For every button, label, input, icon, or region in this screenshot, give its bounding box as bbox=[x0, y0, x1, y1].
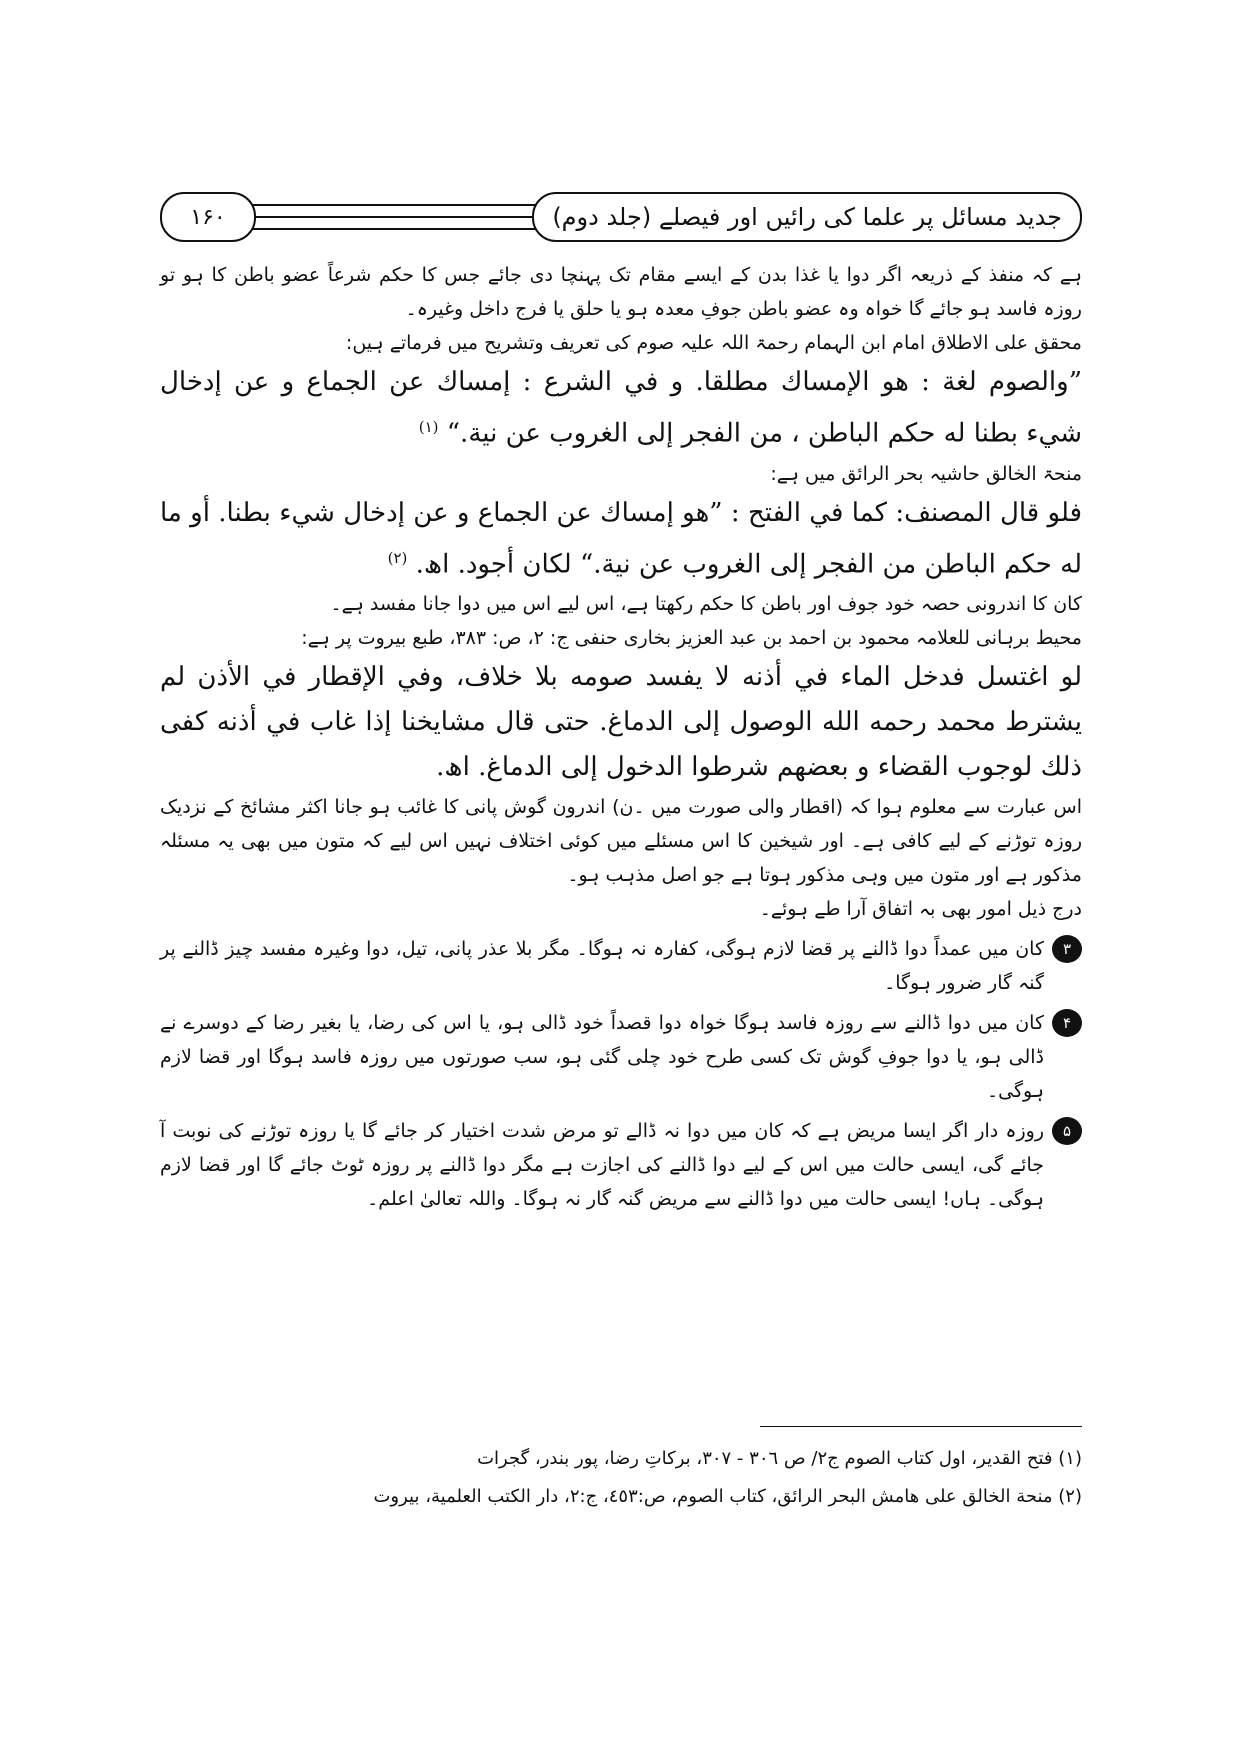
paragraph: منحۃ الخالق حاشیہ بحر الرائق میں ہے: bbox=[770, 462, 1082, 485]
footnotes bbox=[300, 1440, 1082, 1516]
page-body bbox=[160, 258, 1082, 1216]
footnote: (۱) فتح القدير، اول كتاب الصوم ج۲/ ص ٣٠٦ - ٣٠٧، برکاتِ رضا، پور بندر، گجرات bbox=[477, 1448, 1082, 1469]
item-number-badge: ۴ bbox=[1052, 1009, 1082, 1037]
item-number-badge: ۵ bbox=[1052, 1117, 1082, 1145]
arabic-quote-text: ”والصوم لغة : هو الإمساك مطلقا. و في الشرع : إمساك عن الجماع و عن إدخال شيء بطنا له حكم الباطن ، من الفجر إلى الغروب عن نية.“ bbox=[160, 367, 1082, 449]
item-text: کان میں عمداً دوا ڈالنے پر قضا لازم ہوگی، کفارہ نہ ہوگا۔ مگر بلا عذر پانی، تیل، دوا وغیرہ مفسد چیز ڈالنے پر گنہ گار ضرور ہوگا۔ bbox=[160, 938, 1044, 995]
footnote-marker: (۲) bbox=[387, 548, 408, 567]
paragraph: محقق علی الاطلاق امام ابن الہمام رحمۃ اللہ علیہ صوم کی تعریف وتشریح میں فرماتے ہیں: bbox=[345, 332, 1082, 354]
numbered-item bbox=[160, 1006, 1082, 1108]
running-title: جدید مسائل پر علما کی رائیں اور فیصلے (جلد دوم) bbox=[532, 192, 1082, 242]
footnote-marker: (۱) bbox=[418, 418, 439, 436]
arabic-quote bbox=[160, 491, 1082, 588]
arabic-quote-text: فلو قال المصنف: كما في الفتح : ”هو إمساك عن الجماع و عن إدخال شيء بطنا. أو ما له حكم الباطن من الفجر إلى الغروب عن نية.“ لكان أجود. اھ. bbox=[160, 497, 1082, 580]
item-text: کان میں دوا ڈالنے سے روزہ فاسد ہوگا خواہ دوا قصداً خود ڈالی ہو، یا اس کی رضا، یا بغیر رضا کے دوسرے نے ڈالی ہو، یا دوا جوفِ گوش تک کسی طرح خود چلی گئی ہو، سب صورتوں میں روزہ فاسد ہوگا اور قضا لازم ہوگی۔ bbox=[160, 1012, 1044, 1103]
page-number: ۱۶۰ bbox=[160, 192, 256, 242]
arabic-quote bbox=[160, 360, 1082, 457]
footnote: (۲) منحة الخالق على هامش البحر الرائق، كتاب الصوم، ص:٤٥٣، ج:٢، دار الكتب العلمية، بيروت bbox=[373, 1486, 1082, 1507]
numbered-item bbox=[160, 1114, 1082, 1216]
footnote-separator bbox=[760, 1426, 1082, 1427]
paragraph: ہے کہ منفذ کے ذریعہ اگر دوا یا غذا بدن کے ایسے مقام تک پہنچا دی جائے جس کا حکم شرعاً عضو باطن کا ہو تو روزہ فاسد ہو جائے گا خواہ وہ عضو باطن جوفِ معدہ ہو یا حلق یا فرج داخل وغیرہ۔ bbox=[160, 264, 1082, 320]
item-number-badge: ۳ bbox=[1052, 935, 1082, 963]
item-text: روزہ دار اگر ایسا مریض ہے کہ کان میں دوا نہ ڈالے تو مرض شدت اختیار کر جائے گا یا روزہ توڑنے کی نوبت آ جائے گی، ایسی حالت میں اس کے لیے دوا ڈالنے کی اجازت ہے مگر دوا ڈالنے پر روزہ ٹوٹ جائے گا اور قضا لازم ہوگی۔ ہاں! ایسی حالت میں دوا ڈالنے سے مریض گنہ گار نہ ہوگا۔ واللہ تعالیٰ اعلم۔ bbox=[160, 1120, 1044, 1211]
paragraph: درج ذیل امور بھی بہ اتفاق آرا طے ہوئے۔ bbox=[759, 898, 1082, 921]
page-header bbox=[160, 192, 1082, 250]
paragraph: محیط برہانی للعلامہ محمود بن احمد بن عبد العزیز بخاری حنفی ج: ۲، ص: ۳۸۳، طبع بیروت پر ہے: bbox=[301, 627, 1082, 650]
numbered-item bbox=[160, 932, 1082, 1000]
arabic-quote: لو اغتسل فدخل الماء في أذنه لا يفسد صومه بلا خلاف، وفي الإقطار في الأذن لم يشترط محمد رحمه الله الوصول إلى الدماغ. حتى قال مشايخنا إذا غاب في أذنه كفى ذلك لوجوب القضاء و بعضهم شرطوا الدخول إلى الدماغ. اھ. bbox=[160, 662, 1082, 783]
paragraph: اس عبارت سے معلوم ہوا کہ (اقطار والی صورت میں ۔ن) اندرون گوش پانی کا غائب ہو جانا اکثر مشائخ کے نزدیک روزہ توڑنے کے لیے کافی ہے۔ اور شیخین کا اس مسئلے میں کوئی اختلاف نہیں اس لیے کہ متون میں بھی یہ مسئلہ مذکور ہے اور متون میں وہی مذکور ہوتا ہے جو اصل مذہب ہو۔ bbox=[160, 796, 1082, 887]
paragraph: کان کا اندرونی حصہ خود جوف اور باطن کا حکم رکھتا ہے، اس لیے اس میں دوا جانا مفسد ہے۔ bbox=[330, 593, 1082, 616]
